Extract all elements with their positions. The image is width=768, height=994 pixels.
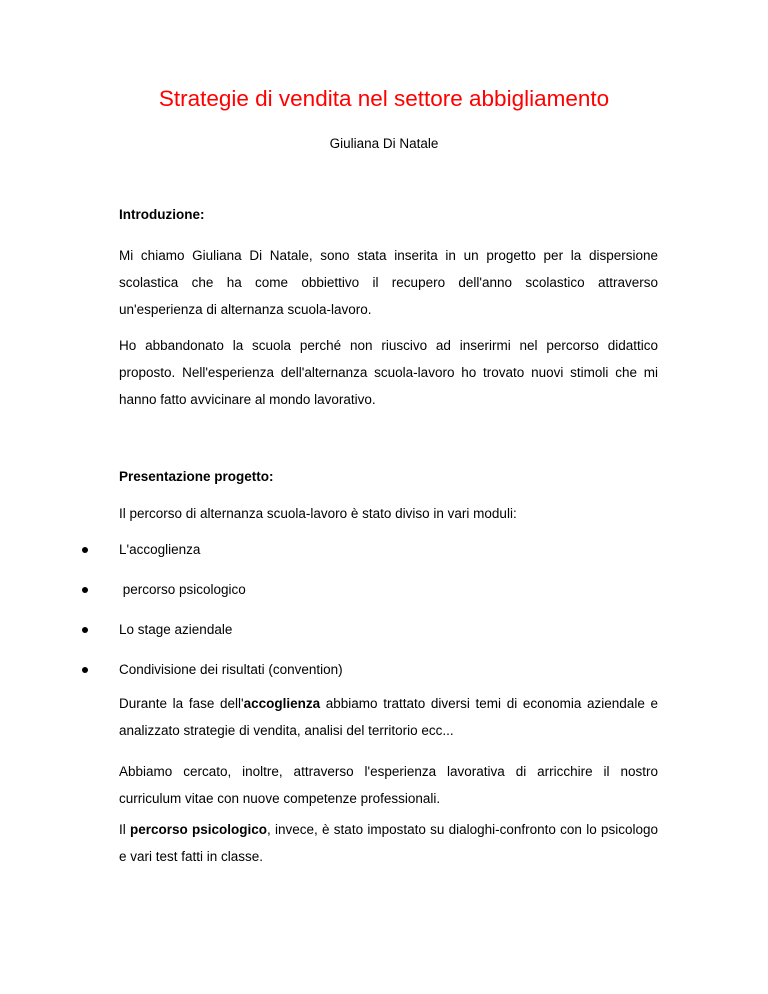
- bullet-icon: [82, 627, 88, 633]
- document-title: Strategie di vendita nel settore abbigliamento: [158, 86, 610, 111]
- list-item-text: Lo stage aziendale: [119, 622, 233, 637]
- accoglienza-text-after: abbiamo trattato diversi temi di economia aziendale e analizzato strategie di vendita, analisi del territorio ecc...: [119, 696, 658, 738]
- bullet-icon: [82, 547, 88, 553]
- intro-heading: Introduzione:: [119, 207, 205, 222]
- project-lead: Il percorso di alternanza scuola-lavoro è stato diviso in vari moduli:: [119, 506, 517, 521]
- list-item-text: L'accoglienza: [119, 542, 201, 557]
- curriculum-paragraph: Abbiamo cercato, inoltre, attraverso l'esperienza lavorativa di arricchire il nostro curriculum vitae con nuove competenze professionali.: [119, 764, 658, 806]
- accoglienza-bold: accoglienza: [243, 696, 321, 711]
- accoglienza-text-before: Durante la fase dell': [119, 696, 244, 711]
- list-item-text: percorso psicologico: [119, 582, 246, 597]
- accoglienza-paragraph: [119, 690, 658, 744]
- intro-paragraph-1: Mi chiamo Giuliana Di Natale, sono stata inserita in un progetto per la dispersione scolastica che ha come obbiettivo il recupero dell'anno scolastico attraverso un'esperienza di alternanza scuola-lavoro.: [119, 248, 658, 317]
- document-author: Giuliana Di Natale: [329, 136, 439, 151]
- psicologico-bold: percorso psicologico: [130, 822, 268, 837]
- list-item-text: Condivisione dei risultati (convention): [119, 662, 343, 677]
- psicologico-text-before: Il: [119, 822, 130, 837]
- bullet-icon: [82, 667, 88, 673]
- psicologico-text-after: , invece, è stato impostato su dialoghi-confronto con lo psicologo e vari test fatti in classe.: [119, 822, 658, 864]
- psicologico-paragraph: [119, 816, 658, 870]
- intro-paragraph-2: Ho abbandonato la scuola perché non riuscivo ad inserirmi nel percorso didattico proposto. Nell'esperienza dell'alternanza scuola-lavoro ho trovato nuovi stimoli che mi hanno fatto avvicinare al mondo lavorativo.: [119, 338, 658, 407]
- bullet-icon: [82, 587, 88, 593]
- project-heading: Presentazione progetto:: [119, 469, 274, 484]
